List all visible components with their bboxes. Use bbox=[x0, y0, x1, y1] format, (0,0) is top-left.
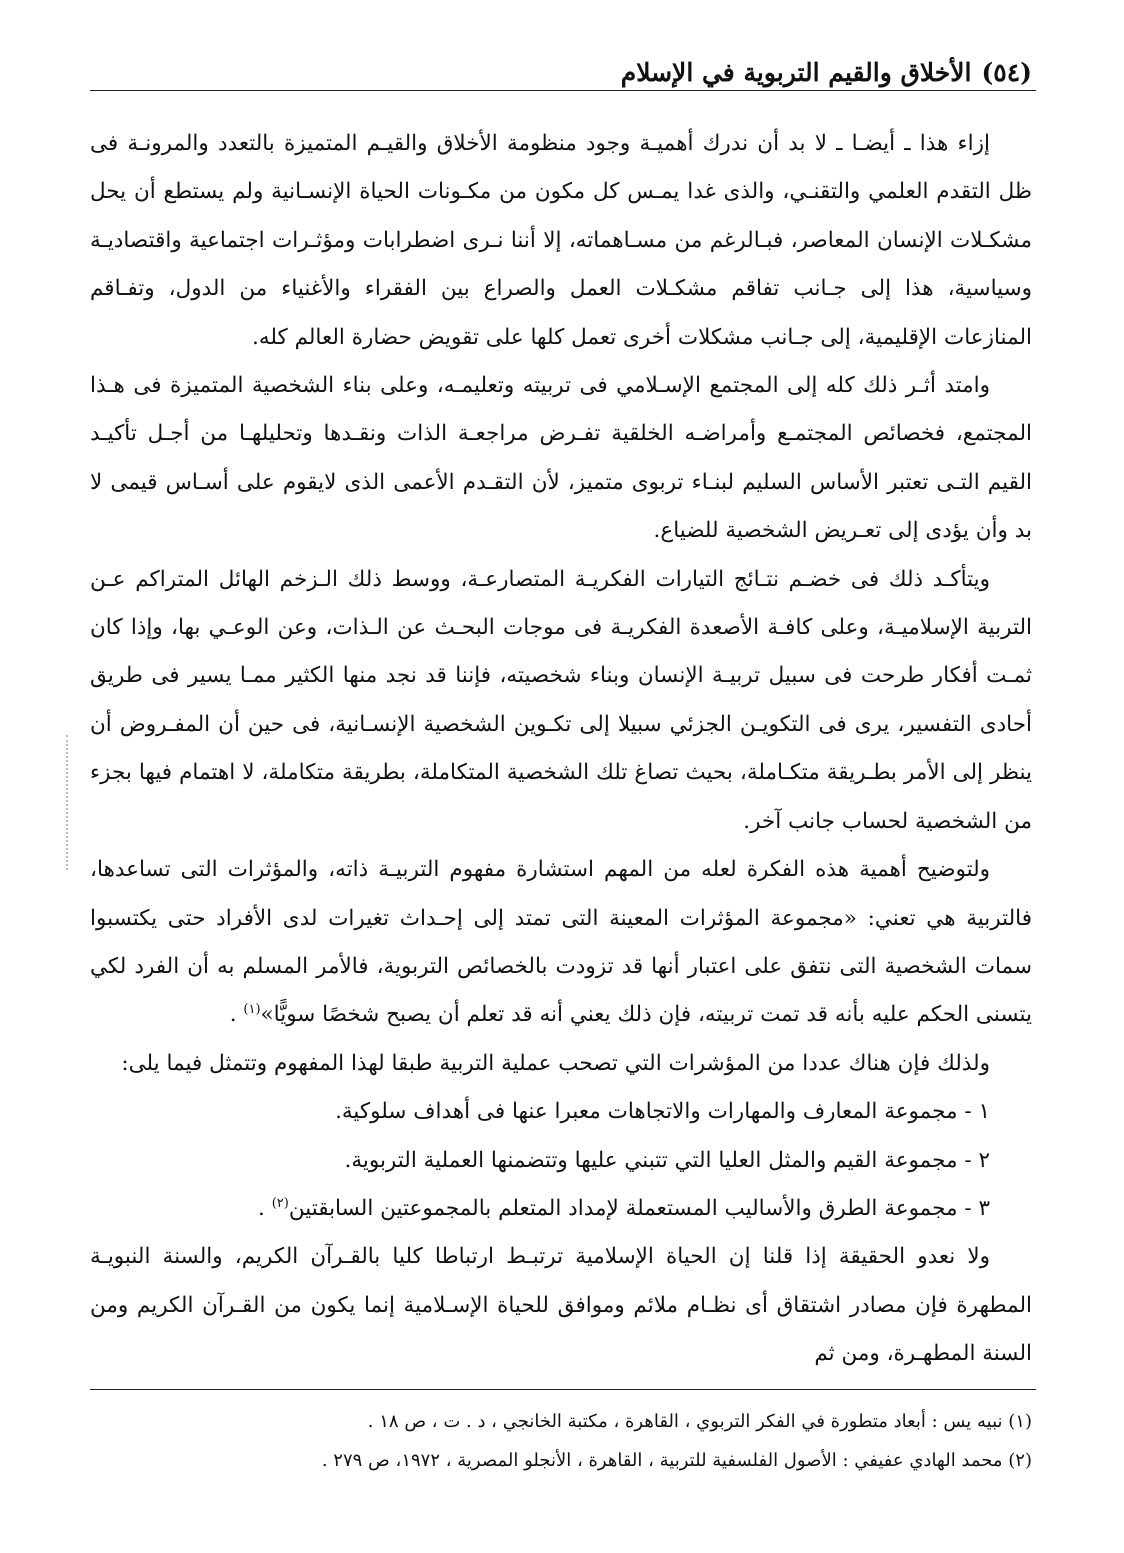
paragraph-end: . bbox=[229, 1002, 237, 1028]
header-divider bbox=[90, 90, 1036, 91]
footnote-ref: (٢) bbox=[271, 1195, 289, 1211]
footnote-divider bbox=[90, 1389, 1036, 1390]
list-item-with-note bbox=[90, 1185, 1032, 1233]
page-number: (٥٤) bbox=[981, 57, 1032, 87]
footnotes bbox=[90, 1402, 1032, 1480]
paragraph-text: ولتوضيح أهمية هذه الفكرة لعله من المهم استشارة مفهوم التربيـة ذاته، والمؤثرات التى تساعدها، فالتربية هي تعني: «مجموعة المؤثرات المعينة التى تمتد إلى إحـداث تغيرات لدى الأفراد حتى يكتسبوا سمات الشخصية التى نتفق على اعتبار أنها قد تزودت بالخصائص التربوية، فالأمر المسلم به أن الفرد لكي يتسنى الحكم عليه بأنه قد تمت تربيته، فإن ذلك يعني أنه قد تعلم أن يصبح شخصًا سويًّا» bbox=[90, 857, 1032, 1028]
running-title: الأخلاق والقيم التربوية في الإسلام bbox=[620, 57, 972, 87]
list-item-end: . bbox=[258, 1195, 265, 1221]
footnote-ref: (١) bbox=[243, 1002, 261, 1018]
footnote: (١) نبيه يس : أبعاد متطورة في الفكر التربوي ، القاهرة ، مكتبة الخانجي ، د . ت ، ص ١٨ . bbox=[367, 1411, 1032, 1432]
running-header bbox=[90, 52, 1032, 92]
paragraph: ويتأكـد ذلك فى خضـم نتـائج التيارات الفكريـة المتصارعـة، ووسط ذلك الـزخم الهائل المتراكم عـن التربية الإسلاميـة، وعلى كافـة الأصعدة الفكريـة فى موجات البحـث عن الـذات، وعن الوعـي بها، وإذا كان ثمـت أفكار طرحت فى سبيل تربيـة الإنسان وبناء شخصيته، فإننا قد نجد منها الكثير ممـا يسير فى طريق أحادى التفسير، يرى فى التكويـن الجزئي سبيلا إلى تكـوين الشخصية الإنسـانية، فى حين أن المفـروض أن ينظر إلى الأمر بطـريقة متكـاملة، بحيث تصاغ تلك الشخصية المتكاملة، بطريقة متكاملة، لا اهتمام فيها بجزء من الشخصية لحساب جانب آخر. bbox=[90, 566, 1032, 834]
list-item-text: ٣ - مجموعة الطرق والأساليب المستعملة لإمداد المتعلم بالمجموعتين السابقتين bbox=[288, 1195, 990, 1221]
paragraph: ولا نعدو الحقيقة إذا قلنا إن الحياة الإسلامية ترتبـط ارتباطا كليا بالقـرآن الكريم، والسنة النبويـة المطهرة فإن مصادر اشتقاق أى نظـام ملائم وموافق للحياة الإسـلامية إنما يكون من القـرآن الكريم ومن السنة المطهـرة، ومن ثم bbox=[90, 1244, 1032, 1367]
list-item: ٢ - مجموعة القيم والمثل العليا التي تتبني عليها وتتضمنها العملية التربوية. bbox=[344, 1147, 990, 1173]
footnote: (٢) محمد الهادي عفيفي : الأصول الفلسفية للتربية ، القاهرة ، الأنجلو المصرية ، ١٩٧٢، ص ٢٧٩ . bbox=[321, 1450, 1032, 1471]
margin-mark bbox=[66, 735, 72, 870]
paragraph: إزاء هذا ـ أيضـا ـ لا بد أن ندرك أهميـة وجود منظومة الأخلاق والقيـم المتميزة بالتعدد والمرونـة فى ظل التقدم العلمي والتقنـي، والذى غدا يمـس كل مكون من مكـونات الحياة الإنسـانية ولم يستطع أن يحل مشكـلات الإنسان المعاصر، فبـالرغم من مسـاهماته، إلا أننا نـرى اضطرابات ومؤثـرات اجتماعية واقتصاديـة وسياسية، هذا إلى جـانب تفاقم مشكـلات العمل والصراع بين الفقراء والأغنياء من الدول، وتفـاقم المنازعات الإقليمية، إلى جـانب مشكلات أخرى تعمل كلها على تقويض حضارة العالم كله. bbox=[90, 131, 1032, 350]
paragraph-with-note bbox=[90, 846, 1032, 1040]
list-item: ١ - مجموعة المعارف والمهارات والاتجاهات معبرا عنها فى أهداف سلوكية. bbox=[335, 1099, 990, 1125]
paragraph: وامتد أثـر ذلك كله إلى المجتمع الإسـلامي فى تربيته وتعليمـه، وعلى بناء الشخصية المتميزة فى هـذا المجتمع، فخصائص المجتمـع وأمراضـه الخلقية تفـرض مراجعـة الذات ونقـدها وتحليلهـا من أجـل تأكيـد القيم التـى تعتبر الأساس السليم لبنـاء تربوى متميز، لأن التقـدم الأعمى الذى لايقوم على أسـاس قيمى لا بد وأن يؤدى إلى تعـريض الشخصية للضياع. bbox=[90, 373, 1032, 544]
main-text bbox=[90, 120, 1032, 1379]
paragraph: ولذلك فإن هناك عددا من المؤشرات التي تصحب عملية التربية طبقا لهذا المفهوم وتتمثل فيما يلى: bbox=[121, 1050, 990, 1076]
